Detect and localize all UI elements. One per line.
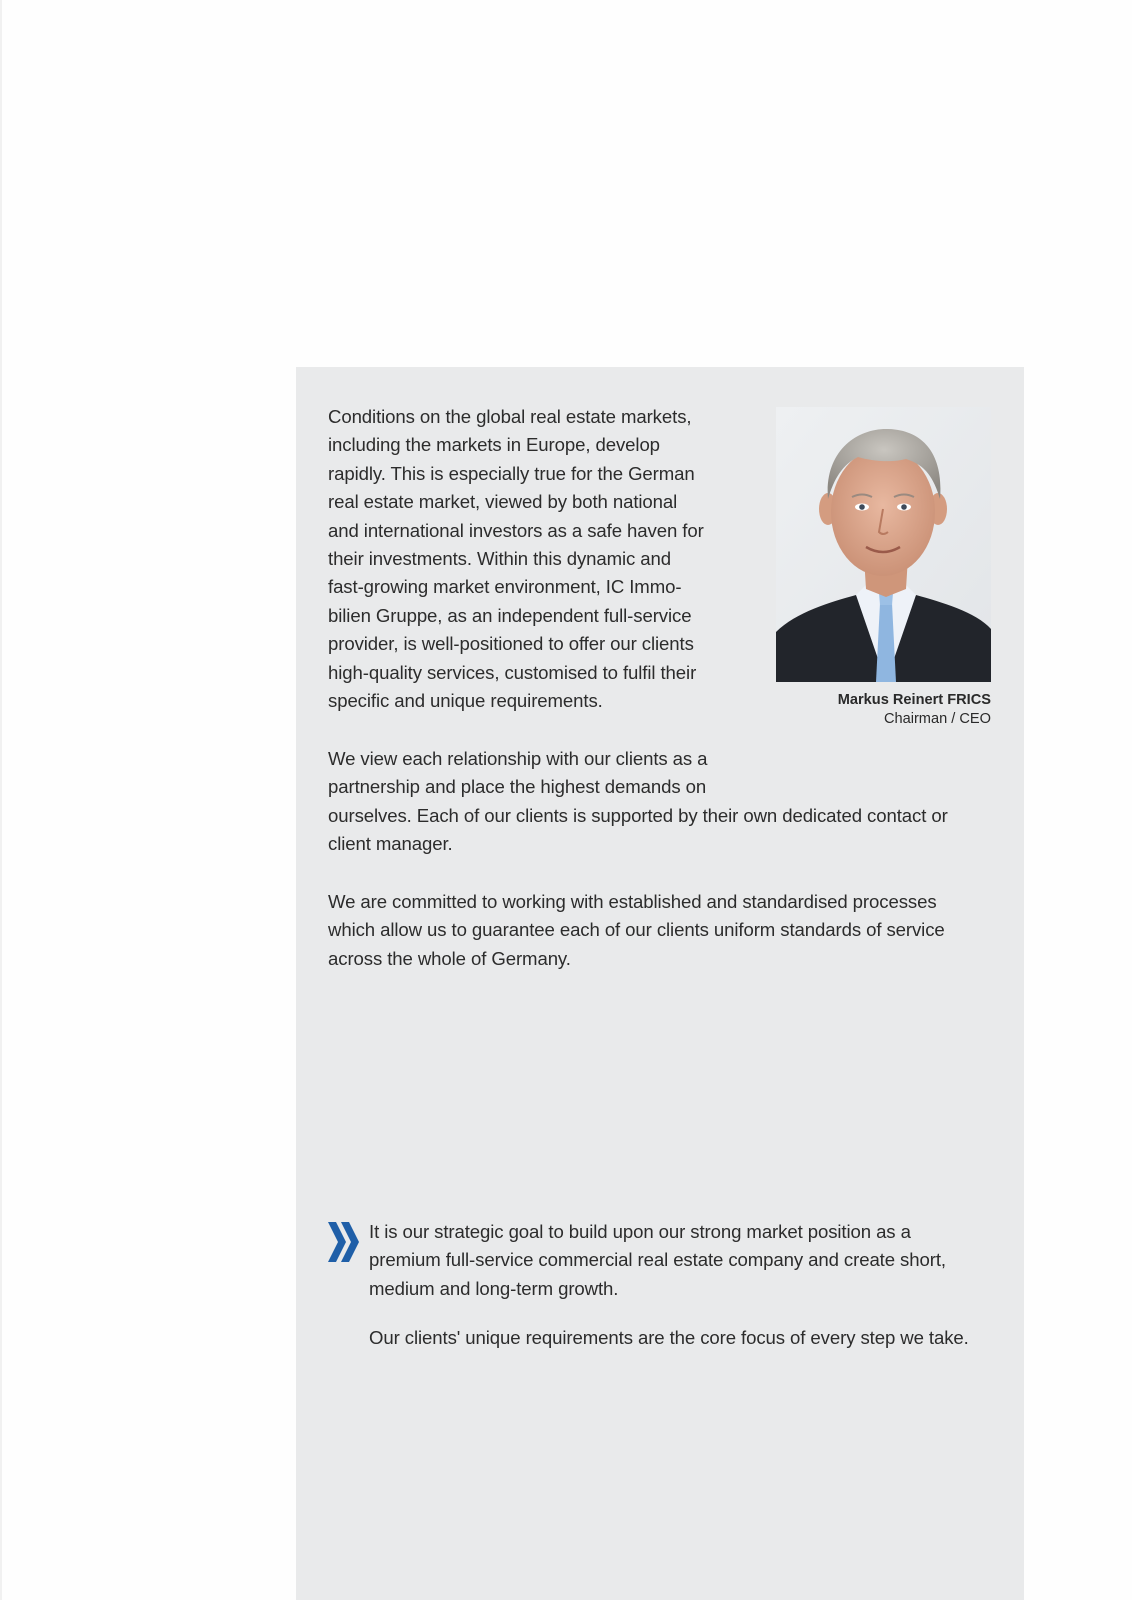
intro-line: rapidly. This is especially true for the German <box>328 462 695 484</box>
processes-line: We are committed to working with established and standardised processes <box>328 891 937 912</box>
quote-line: premium full-service commercial real estate company and create short, <box>369 1249 946 1271</box>
intro-line: fast-growing market environment, IC Immo- <box>328 576 682 598</box>
partnership-paragraph <box>328 745 1008 859</box>
intro-line: bilien Gruppe, as an independent full-service <box>328 604 692 626</box>
ceo-name: Markus Reinert FRICS <box>837 692 991 708</box>
quote-line: It is our strategic goal to build upon our strong market position as a <box>369 1221 911 1242</box>
ceo-role: Chairman / CEO <box>883 711 991 727</box>
partnership-line: partnership and place the highest demands on <box>328 776 707 798</box>
intro-line: specific and unique requirements. <box>328 690 603 712</box>
partnership-line: client manager. <box>328 833 453 855</box>
partnership-line: We view each relationship with our clients as a <box>328 748 708 769</box>
processes-line: across the whole of Germany. <box>328 947 571 969</box>
intro-paragraph <box>328 403 728 715</box>
quote-line: medium and long-term growth. <box>369 1277 619 1299</box>
intro-line: their investments. Within this dynamic and <box>328 548 672 570</box>
quote-closing: Our clients' unique requirements are the core focus of every step we take. <box>369 1327 969 1348</box>
partnership-line: ourselves. Each of our clients is supported by their own dedicated contact or <box>328 804 948 826</box>
portrait-caption <box>776 691 991 729</box>
quote-mark-icon <box>326 1218 360 1268</box>
page-edge <box>0 0 2 1600</box>
processes-paragraph <box>328 888 1008 973</box>
intro-line: including the markets in Europe, develop <box>328 434 660 456</box>
intro-line: real estate market, viewed by both national <box>328 491 678 513</box>
intro-line: high-quality services, customised to fulfil their <box>328 661 697 683</box>
intro-line: and international investors as a safe haven for <box>328 519 704 541</box>
intro-line: Conditions on the global real estate markets, <box>328 406 692 427</box>
strategic-goal-quote <box>369 1218 1009 1303</box>
intro-line: provider, is well-positioned to offer our clients <box>328 633 694 655</box>
ceo-portrait-photo <box>776 407 991 682</box>
processes-line: which allow us to guarantee each of our clients uniform standards of service <box>328 919 945 941</box>
